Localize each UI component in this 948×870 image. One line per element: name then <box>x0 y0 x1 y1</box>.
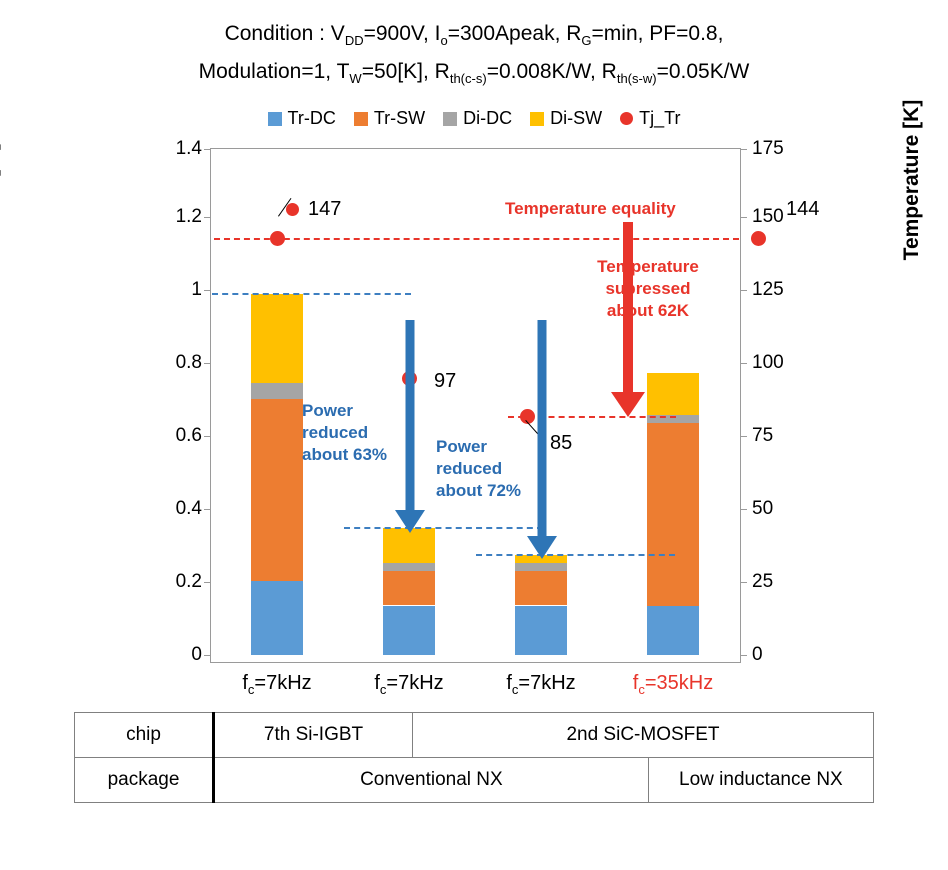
power-reduction-arrow-2 <box>525 320 559 560</box>
table-header-package: package <box>75 758 214 803</box>
y-tick-left: 1.2 <box>175 206 202 227</box>
cat-suffix: =7kHz <box>518 672 576 694</box>
chip-package-table <box>74 712 874 803</box>
cat-sub: c <box>511 682 519 697</box>
condition-text: =min, PF=0.8, <box>591 22 724 45</box>
ref-line-1-0 <box>212 293 411 295</box>
annotation-line: Temperature <box>597 257 699 276</box>
legend-item-di-sw <box>530 108 602 129</box>
tj-value-4: 144 <box>786 198 820 220</box>
condition-text: =0.05K/W <box>656 60 750 84</box>
table-cell-package-conventional: Conventional NX <box>214 758 649 803</box>
annotation-line: Power <box>436 437 488 456</box>
bar-3-di-dc <box>515 563 567 571</box>
tj-value-1: 147 <box>308 198 342 220</box>
ref-line-3-0276 <box>476 554 675 556</box>
bar-1-tr-dc <box>251 581 303 655</box>
legend-dot-icon <box>620 112 633 125</box>
ref-line-tj-147 <box>214 238 739 240</box>
condition-text: =50[K], R <box>361 60 450 84</box>
annotation-line: about 72% <box>436 481 522 500</box>
y-tick-right: 100 <box>752 352 784 373</box>
condition-text: =0.008K/W, R <box>486 60 617 84</box>
chart-legend <box>0 108 948 129</box>
bar-2-tr-sw <box>383 571 435 605</box>
legend-item-tj-tr <box>620 108 680 129</box>
bar-1-tr-sw <box>251 399 303 582</box>
bar-4-tr-dc <box>647 606 699 656</box>
legend-label: Di-SW <box>550 108 603 128</box>
y-tick-left: 0.2 <box>175 571 202 592</box>
cat-sub: c <box>379 682 387 697</box>
ref-line-2-0351 <box>344 527 543 529</box>
condition-sub: DD <box>344 33 364 49</box>
y-tick-right: 50 <box>752 498 774 519</box>
condition-text: =900V, I <box>363 22 441 45</box>
bar-1-di-dc <box>251 383 303 399</box>
legend-item-tr-dc <box>268 108 336 129</box>
x-category-4 <box>603 672 743 697</box>
cat-prefix: f <box>242 672 248 694</box>
cat-prefix: f <box>374 672 380 694</box>
condition-text: =300Apeak, R <box>447 22 582 45</box>
condition-line-2 <box>0 56 948 94</box>
y-tick-right: 125 <box>752 279 784 300</box>
legend-label: Di-DC <box>463 108 513 128</box>
annotation-line: about 63% <box>302 445 388 464</box>
x-category-3 <box>471 672 611 697</box>
annotation-line: reduced <box>436 459 503 478</box>
tj-callout-dot-1 <box>286 203 299 216</box>
cat-prefix: f <box>506 672 512 694</box>
annotation-line: about 62K <box>606 301 690 320</box>
y-tick-right: 25 <box>752 571 774 592</box>
bar-2-di-dc <box>383 563 435 571</box>
bar-4-di-sw <box>647 373 699 416</box>
legend-swatch-icon <box>354 112 368 126</box>
x-category-2 <box>339 672 479 697</box>
legend-label: Tr-DC <box>287 108 336 128</box>
cat-sub: c <box>247 682 255 697</box>
legend-label: Tr-SW <box>373 108 426 128</box>
y-tick-right: 150 <box>752 206 784 227</box>
table-cell-package-low-inductance: Low inductance NX <box>648 758 873 803</box>
table-row-package <box>75 758 874 803</box>
condition-text: Condition : V <box>224 22 345 45</box>
bar-1-di-sw <box>251 294 303 383</box>
bar-3-tr-sw <box>515 571 567 605</box>
legend-swatch-icon <box>268 112 282 126</box>
annotation-power-reduced-72 <box>436 436 521 502</box>
y-tick-right: 175 <box>752 138 784 159</box>
tj-value-2: 97 <box>434 370 457 392</box>
table-row-chip <box>75 713 874 758</box>
y-tick-left: 0.8 <box>175 352 202 373</box>
legend-item-tr-sw <box>354 108 425 129</box>
annotation-line: reduced <box>302 423 369 442</box>
condition-title <box>0 18 948 94</box>
table-cell-chip-sic: 2nd SiC-MOSFET <box>413 713 874 758</box>
condition-sub: th(c-s) <box>449 71 487 87</box>
y-tick-left: 0.6 <box>175 425 202 446</box>
condition-sub: W <box>349 71 362 87</box>
power-reduction-arrow-1 <box>393 320 427 535</box>
y-axis-right-title: Temperature [K] <box>900 99 923 261</box>
cat-sub: c <box>638 682 645 697</box>
condition-sub: th(s-w) <box>616 71 657 87</box>
condition-line-1 <box>0 18 948 56</box>
y-tick-left: 1 <box>191 279 202 300</box>
annotation-line: supressed <box>605 279 691 298</box>
tj-marker-4 <box>751 231 766 246</box>
annotation-temperature-supressed <box>568 256 728 322</box>
cat-suffix: =7kHz <box>386 672 444 694</box>
legend-swatch-icon <box>530 112 544 126</box>
y-tick-left: 1.4 <box>175 138 202 159</box>
condition-sub: o <box>440 33 448 49</box>
y-axis-left-title <box>0 0 2 330</box>
condition-text: Modulation=1, T <box>198 60 350 84</box>
legend-label: Tj_Tr <box>639 108 681 128</box>
y-tick-right: 75 <box>752 425 774 446</box>
bar-4-tr-sw <box>647 423 699 606</box>
annotation-line: Power <box>302 401 354 420</box>
condition-sub: G <box>581 33 592 49</box>
cat-suffix: =7kHz <box>254 672 312 694</box>
legend-item-di-dc <box>443 108 512 129</box>
table-header-chip: chip <box>75 713 214 758</box>
x-category-1 <box>207 672 347 697</box>
tj-value-3: 85 <box>550 432 573 454</box>
cat-prefix: f <box>632 672 639 694</box>
y-tick-left: 0.4 <box>175 498 202 519</box>
table-cell-chip-igbt: 7th Si-IGBT <box>214 713 413 758</box>
annotation-temperature-equality: Temperature equality <box>505 199 676 218</box>
annotation-power-reduced-63 <box>302 400 387 466</box>
bar-3-tr-dc <box>515 606 567 656</box>
legend-swatch-icon <box>443 112 457 126</box>
y-tick-right: 0 <box>752 644 763 665</box>
cat-suffix: =35kHz <box>644 672 714 694</box>
y-tick-left: 0 <box>191 644 202 665</box>
bar-2-tr-dc <box>383 606 435 656</box>
tj-marker-1 <box>270 231 285 246</box>
